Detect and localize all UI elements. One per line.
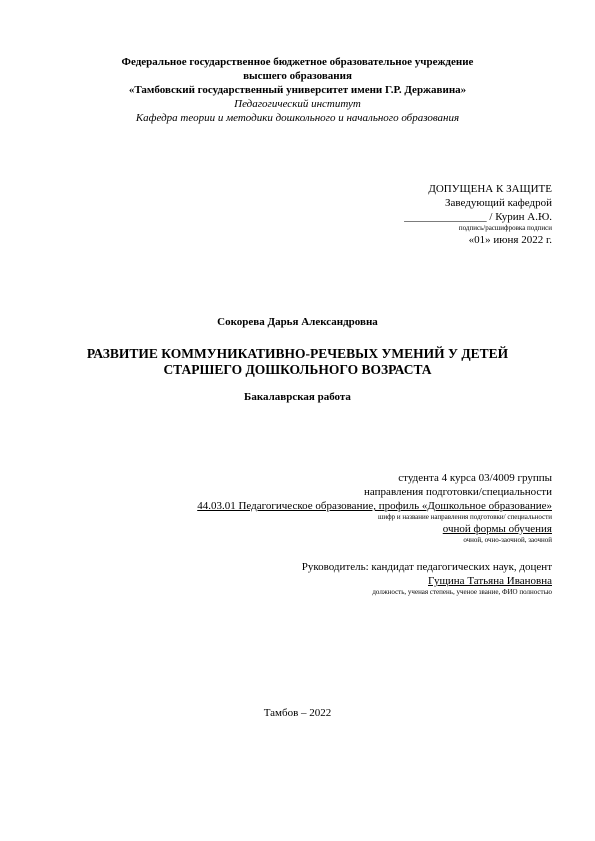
institute-name: Педагогический институт <box>234 98 361 110</box>
direction-label: направления подготовки/специальности <box>364 486 552 498</box>
work-type: Бакалаврская работа <box>244 391 351 403</box>
supervisor-info <box>302 560 552 597</box>
author-name: Сокорева Дарья Александровна <box>217 316 378 328</box>
organization-header <box>0 55 595 125</box>
study-form: очной формы обучения <box>442 523 552 535</box>
supervisor-caption: должность, ученая степень, ученое звание, ФИО полностью <box>372 588 552 596</box>
signature-line: _______________ / Курин А.Ю. <box>404 211 552 223</box>
program-caption: шифр и название направления подготовки/ специальности <box>377 513 552 521</box>
supervisor-label: Руководитель: кандидат педагогических наук, доцент <box>301 561 552 573</box>
department-name: Кафедра теории и методики дошкольного и начального образования <box>135 112 460 124</box>
title-line-2: СТАРШЕГО ДОШКОЛЬНОГО ВОЗРАСТА <box>163 362 432 377</box>
title-line-1: РАЗВИТИЕ КОММУНИКАТИВНО-РЕЧЕВЫХ УМЕНИЙ У ДЕТЕЙ <box>86 346 509 361</box>
approval-stamp: ДОПУЩЕНА К ЗАЩИТЕ <box>428 183 552 195</box>
head-title: Заведующий кафедрой <box>445 197 552 209</box>
program-name: 44.03.01 Педагогическое образование, профиль «Дошкольное образование» <box>197 500 552 512</box>
city-year: Тамбов – 2022 <box>263 707 332 719</box>
approval-date: «01» июня 2022 г. <box>468 234 552 246</box>
org-line-2: высшего образования <box>243 70 352 82</box>
thesis-title <box>0 346 595 378</box>
student-info <box>197 471 552 545</box>
supervisor-name: Гущина Татьяна Ивановна <box>428 575 552 587</box>
org-line-1: Федеральное государственное бюджетное образовательное учреждение <box>121 56 474 68</box>
study-form-caption: очной, очно-заочной, заочной <box>463 536 552 544</box>
university-name: «Тамбовский государственный университет имени Г.Р. Державина» <box>128 84 467 96</box>
approval-block <box>404 182 552 247</box>
signature-caption: подпись/расшифровка подписи <box>458 224 552 232</box>
course-group: студента 4 курса 03/4009 группы <box>398 472 552 484</box>
